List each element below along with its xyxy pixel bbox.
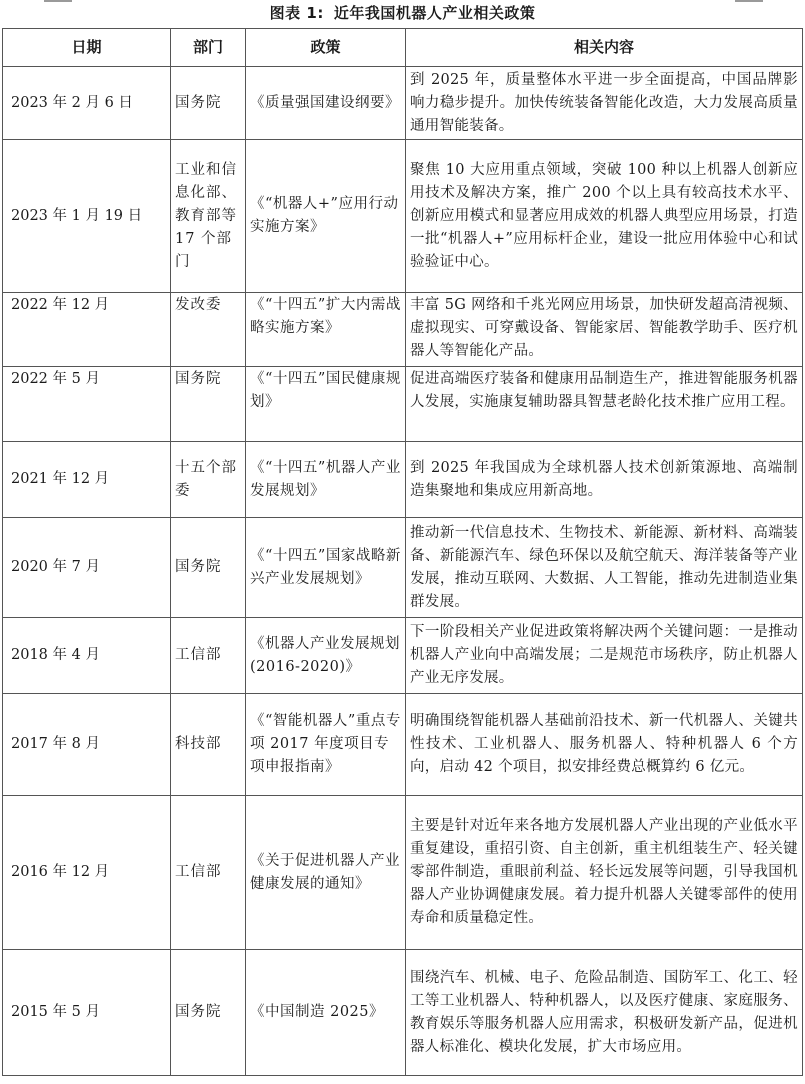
table-caption	[0, 2, 805, 24]
cell-policy: 《“智能机器人”重点专项 2017 年度项目专项申报指南》	[246, 694, 406, 796]
header-policy: 政策	[246, 29, 406, 67]
header-content: 相关内容	[406, 29, 803, 67]
cell-date: 2016 年 12 月	[3, 796, 171, 950]
table-row	[3, 796, 803, 950]
cell-content: 下一阶段相关产业促进政策将解决两个关键问题：一是推动机器人产业向中高端发展；二是规范市场秩序，防止机器人产业无序发展。	[406, 618, 803, 694]
table-row	[3, 67, 803, 140]
table-row	[3, 618, 803, 694]
header-department: 部门	[171, 29, 246, 67]
cell-department: 工业和信息化部、教育部等 17 个部门	[171, 140, 246, 293]
cell-policy: 《中国制造 2025》	[246, 950, 406, 1076]
cell-content: 到 2025 年我国成为全球机器人技术创新策源地、高端制造集聚地和集成应用新高地。	[406, 442, 803, 518]
cell-department: 国务院	[171, 67, 246, 140]
cell-department: 国务院	[171, 518, 246, 618]
cell-content: 推动新一代信息技术、生物技术、新能源、新材料、高端装备、新能源汽车、绿色环保以及航空航天、海洋装备等产业发展，推动互联网、大数据、人工智能，推动先进制造业集群发展。	[406, 518, 803, 618]
cell-department: 发改委	[171, 293, 246, 367]
caption-title: 近年我国机器人产业相关政策	[333, 4, 536, 22]
cell-content: 明确围绕智能机器人基础前沿技术、新一代机器人、关键共性技术、工业机器人、服务机器人、特种机器人 6 个方向，启动 42 个项目，拟安排经费总概算约 6 亿元。	[406, 694, 803, 796]
cell-department: 十五个部委	[171, 442, 246, 518]
cell-content: 丰富 5G 网络和千兆光网应用场景，加快研发超高清视频、虚拟现实、可穿戴设备、智能家居、智能教学助手、医疗机器人等智能化产品。	[406, 293, 803, 367]
cell-department: 工信部	[171, 796, 246, 950]
cell-date: 2020 年 7 月	[3, 518, 171, 618]
cell-date: 2017 年 8 月	[3, 694, 171, 796]
table-row	[3, 694, 803, 796]
cell-date: 2023 年 1 月 19 日	[3, 140, 171, 293]
cell-date: 2015 年 5 月	[3, 950, 171, 1076]
caption-label: 图表 1:	[269, 4, 324, 22]
table-header-row	[3, 29, 803, 67]
cell-content: 促进高端医疗装备和健康用品制造生产，推进智能服务机器人发展，实施康复辅助器具智慧老龄化技术推广应用工程。	[406, 367, 803, 442]
cell-department: 工信部	[171, 618, 246, 694]
cell-policy: 《“十四五”机器人产业发展规划》	[246, 442, 406, 518]
cell-policy: 《“十四五”扩大内需战略实施方案》	[246, 293, 406, 367]
cell-date: 2018 年 4 月	[3, 618, 171, 694]
cell-department: 科技部	[171, 694, 246, 796]
cell-content: 聚焦 10 大应用重点领域，突破 100 种以上机器人创新应用技术及解决方案，推广 200 个以上具有较高技术水平、创新应用模式和显著应用成效的机器人典型应用场景，打造一批“机器人+”应用标杆企业，建设一批应用体验中心和试验验证中心。	[406, 140, 803, 293]
cell-content: 到 2025 年，质量整体水平进一步全面提高，中国品牌影响力稳步提升。加快传统装备智能化改造，大力发展高质量通用智能装备。	[406, 67, 803, 140]
cell-date: 2022 年 12 月	[3, 293, 171, 367]
cell-date: 2022 年 5 月	[3, 367, 171, 442]
cell-date: 2023 年 2 月 6 日	[3, 67, 171, 140]
table-row	[3, 367, 803, 442]
table-row	[3, 950, 803, 1076]
cell-policy: 《“十四五”国民健康规划》	[246, 367, 406, 442]
cell-content: 主要是针对近年来各地方发展机器人产业出现的产业低水平重复建设，重招引资、自主创新，重主机组装生产、轻关键零部件制造，重眼前利益、轻长远发展等问题，引导我国机器人产业协调健康发展。着力提升机器人关键零部件的使用寿命和质量稳定性。	[406, 796, 803, 950]
table-row	[3, 518, 803, 618]
cell-policy: 《质量强国建设纲要》	[246, 67, 406, 140]
cell-department: 国务院	[171, 367, 246, 442]
cell-policy: 《“机器人+”应用行动实施方案》	[246, 140, 406, 293]
cell-date: 2021 年 12 月	[3, 442, 171, 518]
cell-policy: 《“十四五”国家战略新兴产业发展规划》	[246, 518, 406, 618]
table-row	[3, 293, 803, 367]
table-row	[3, 140, 803, 293]
cell-policy: 《机器人产业发展规划(2016-2020)》	[246, 618, 406, 694]
cell-department: 国务院	[171, 950, 246, 1076]
policy-table	[2, 28, 803, 1076]
cell-policy: 《关于促进机器人产业健康发展的通知》	[246, 796, 406, 950]
cell-content: 围绕汽车、机械、电子、危险品制造、国防军工、化工、轻工等工业机器人、特种机器人，以及医疗健康、家庭服务、教育娱乐等服务机器人应用需求，积极研发新产品，促进机器人标准化、模块化发展，扩大市场应用。	[406, 950, 803, 1076]
table-row	[3, 442, 803, 518]
header-date: 日期	[3, 29, 171, 67]
